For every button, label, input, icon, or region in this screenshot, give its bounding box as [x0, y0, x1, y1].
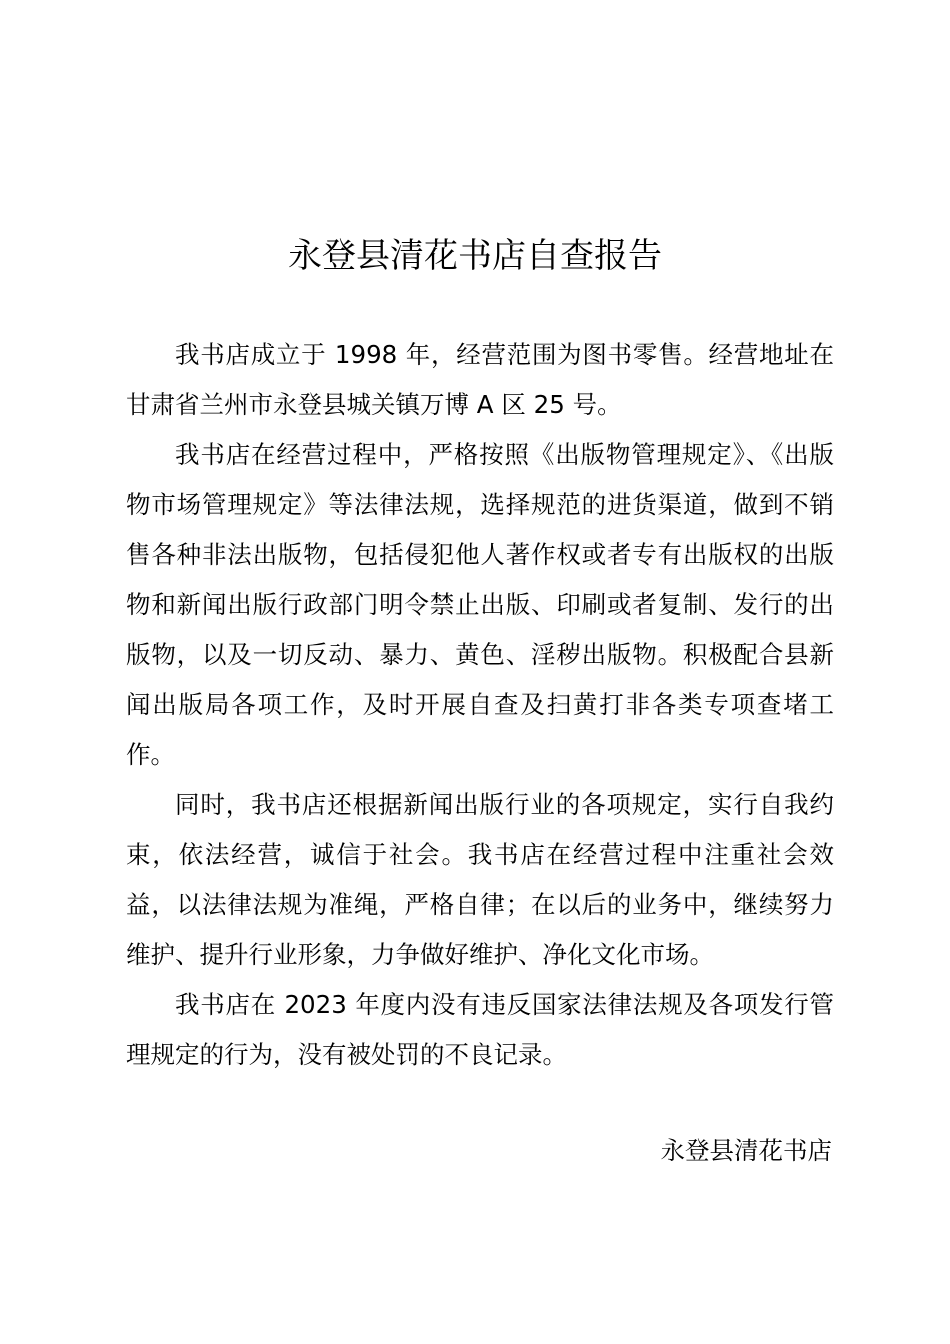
- paragraph-self-discipline: 同时，我书店还根据新闻出版行业的各项规定，实行自我约束，依法经营，诚信于社会。我书店在经营过程中注重社会效益，以法律法规为准绳，严格自律；在以后的业务中，继续努力维护、提升行业形象，力争做好维护、净化文化市场。: [126, 790, 834, 969]
- signature: 永登县清花书店: [660, 1136, 832, 1165]
- paragraph-compliance: 我书店在经营过程中，严格按照《出版物管理规定》、《出版物市场管理规定》等法律法规，选择规范的进货渠道，做到不销售各种非法出版物，包括侵犯他人著作权或者专有出版权的出版物和新闻出版行政部门明令禁止出版、印刷或者复制、发行的出版物，以及一切反动、暴力、黄色、淫秽出版物。积极配合县新闻出版局各项工作，及时开展自查及扫黄打非各类专项查堵工作。: [126, 440, 834, 769]
- document-title: 永登县清花书店自查报告: [288, 236, 662, 276]
- paragraph-no-violations: 我书店在 2023 年度内没有违反国家法律法规及各项发行管理规定的行为，没有被处罚的不良记录。: [126, 990, 834, 1069]
- document-body: [126, 330, 834, 1080]
- paragraph-founding: 我书店成立于 1998 年，经营范围为图书零售。经营地址在甘肃省兰州市永登县城关镇万博 A 区 25 号。: [126, 340, 834, 419]
